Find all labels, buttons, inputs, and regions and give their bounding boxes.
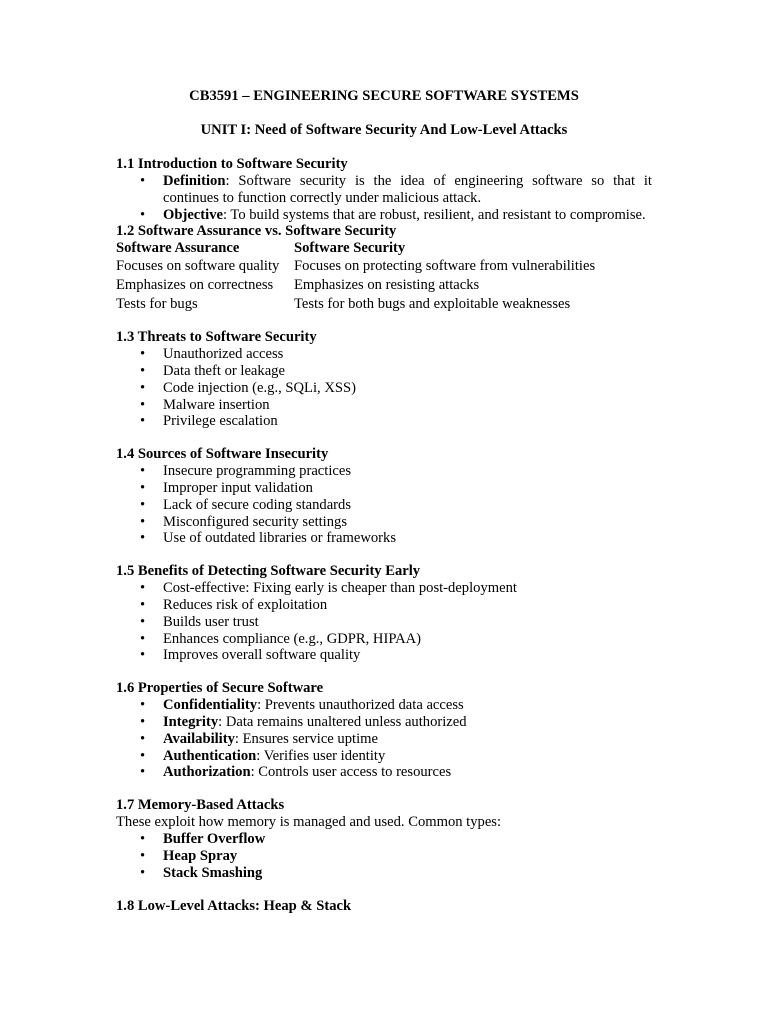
list-item (116, 497, 652, 514)
bullet-icon: • (140, 413, 146, 430)
bullet-icon: • (140, 713, 146, 730)
section-heading-1-7: 1.7 Memory-Based Attacks (116, 797, 285, 814)
bullet-icon: • (140, 730, 146, 747)
list-item (116, 631, 652, 648)
section-heading-1-2: 1.2 Software Assurance vs. Software Security (116, 223, 397, 240)
list-item-text: Improves overall software quality (163, 647, 361, 664)
list-item-text: Improper input validation (163, 479, 313, 496)
list-item (116, 697, 652, 714)
table-cell: Emphasizes on resisting attacks (294, 276, 480, 293)
bullet-icon: • (140, 613, 146, 630)
section-1-7-list (116, 831, 652, 881)
list-item-text: Buffer Overflow (163, 831, 266, 848)
table-row (116, 257, 595, 276)
list-item-text: Misconfigured security settings (163, 513, 348, 530)
section-heading-1-6: 1.6 Properties of Secure Software (116, 680, 324, 697)
term-text: : Verifies user identity (256, 747, 386, 764)
bullet-icon: • (140, 864, 146, 881)
bullet-icon: • (140, 479, 146, 496)
list-item-text: Cost-effective: Fixing early is cheaper than post-deployment (163, 580, 517, 597)
bullet-icon: • (140, 346, 146, 363)
term-text: : Ensures service uptime (234, 730, 378, 747)
bullet-icon: • (140, 630, 146, 647)
list-item-text: Insecure programming practices (163, 463, 352, 480)
list-item (116, 614, 652, 631)
list-item (116, 748, 652, 765)
section-1-4-list (116, 463, 652, 547)
list-item (116, 764, 652, 781)
list-item (116, 530, 652, 547)
bullet-icon: • (140, 206, 146, 223)
term-text: : To build systems that are robust, resilient, and resistant to compromise. (222, 206, 646, 223)
document-title: CB3591 – ENGINEERING SECURE SOFTWARE SYSTEMS (189, 88, 579, 104)
section-1-6-list (116, 697, 652, 781)
table-header-row (116, 240, 595, 257)
list-item-text: Heap Spray (163, 847, 238, 864)
bullet-icon: • (140, 847, 146, 864)
bullet-icon: • (140, 496, 146, 513)
bullet-icon: • (140, 647, 146, 664)
table-row (116, 295, 595, 314)
section-heading-1-1: 1.1 Introduction to Software Security (116, 156, 348, 172)
list-item (116, 647, 652, 664)
list-item (116, 346, 652, 363)
document-page (116, 86, 652, 915)
list-item (116, 731, 652, 748)
list-item-text: Use of outdated libraries or frameworks (163, 530, 397, 547)
section-1-1-list (116, 173, 652, 223)
term: Objective (163, 206, 223, 223)
list-item-text: Reduces risk of exploitation (163, 596, 328, 613)
bullet-icon: • (140, 463, 146, 480)
list-item (116, 463, 652, 480)
list-item (116, 413, 652, 430)
list-item (116, 380, 652, 397)
list-item (116, 865, 652, 882)
term-text: : Controls user access to resources (250, 764, 452, 781)
list-item-text: Code injection (e.g., SQLi, XSS) (163, 379, 356, 396)
table-cell: Tests for both bugs and exploitable weaknesses (294, 295, 571, 312)
bullet-icon: • (140, 747, 146, 764)
list-item (116, 480, 652, 497)
list-item-text: Data theft or leakage (163, 362, 285, 379)
term-text: : Software security is the idea of engineering software so that it continues to function correctly under malicious attack. (163, 173, 652, 206)
list-item (116, 173, 652, 207)
bullet-icon: • (140, 396, 146, 413)
list-item (116, 397, 652, 414)
term: Availability (163, 730, 235, 747)
bullet-icon: • (140, 513, 146, 530)
unit-title: UNIT I: Need of Software Security And Low-Level Attacks (200, 122, 568, 138)
section-heading-1-5: 1.5 Benefits of Detecting Software Security Early (116, 563, 421, 580)
table-cell: Focuses on protecting software from vulnerabilities (294, 258, 596, 275)
column-header: Software Security (294, 240, 406, 257)
list-item (116, 714, 652, 731)
list-item (116, 580, 652, 597)
list-item-text: Malware insertion (163, 396, 270, 413)
bullet-icon: • (140, 362, 146, 379)
table-cell: Tests for bugs (116, 295, 198, 312)
bullet-icon: • (140, 596, 146, 613)
table-row (116, 276, 595, 295)
table-cell: Emphasizes on correctness (116, 276, 274, 293)
term-text: : Prevents unauthorized data access (257, 697, 464, 714)
list-item-text: Enhances compliance (e.g., GDPR, HIPAA) (163, 630, 422, 647)
list-item-text: Stack Smashing (163, 864, 263, 881)
bullet-icon: • (140, 697, 146, 714)
list-item (116, 207, 652, 224)
bullet-icon: • (140, 764, 146, 781)
bullet-icon: • (140, 831, 146, 848)
term: Integrity (163, 713, 219, 730)
term-text: : Data remains unaltered unless authorized (218, 713, 467, 730)
bullet-icon: • (140, 379, 146, 396)
section-heading-1-3: 1.3 Threats to Software Security (116, 329, 317, 346)
list-item (116, 514, 652, 531)
list-item-text: Lack of secure coding standards (163, 496, 352, 513)
section-1-7-intro: These exploit how memory is managed and used. Common types: (116, 814, 502, 831)
bullet-icon: • (140, 173, 146, 189)
section-1-3-list (116, 346, 652, 430)
bullet-icon: • (140, 580, 146, 597)
list-item-text: Builds user trust (163, 613, 259, 630)
list-item (116, 848, 652, 865)
list-item-text: Unauthorized access (163, 346, 284, 363)
section-1-5-list (116, 580, 652, 664)
section-heading-1-4: 1.4 Sources of Software Insecurity (116, 446, 329, 463)
term: Authorization (163, 764, 251, 781)
bullet-icon: • (140, 530, 146, 547)
list-item (116, 363, 652, 380)
column-header: Software Assurance (116, 240, 240, 257)
list-item (116, 597, 652, 614)
term: Confidentiality (163, 697, 258, 714)
term: Definition (163, 173, 226, 189)
table-cell: Focuses on software quality (116, 258, 280, 275)
list-item (116, 831, 652, 848)
list-item-text: Privilege escalation (163, 413, 278, 430)
comparison-table (116, 240, 595, 313)
section-heading-1-8: 1.8 Low-Level Attacks: Heap & Stack (116, 897, 352, 914)
term: Authentication (163, 747, 257, 764)
